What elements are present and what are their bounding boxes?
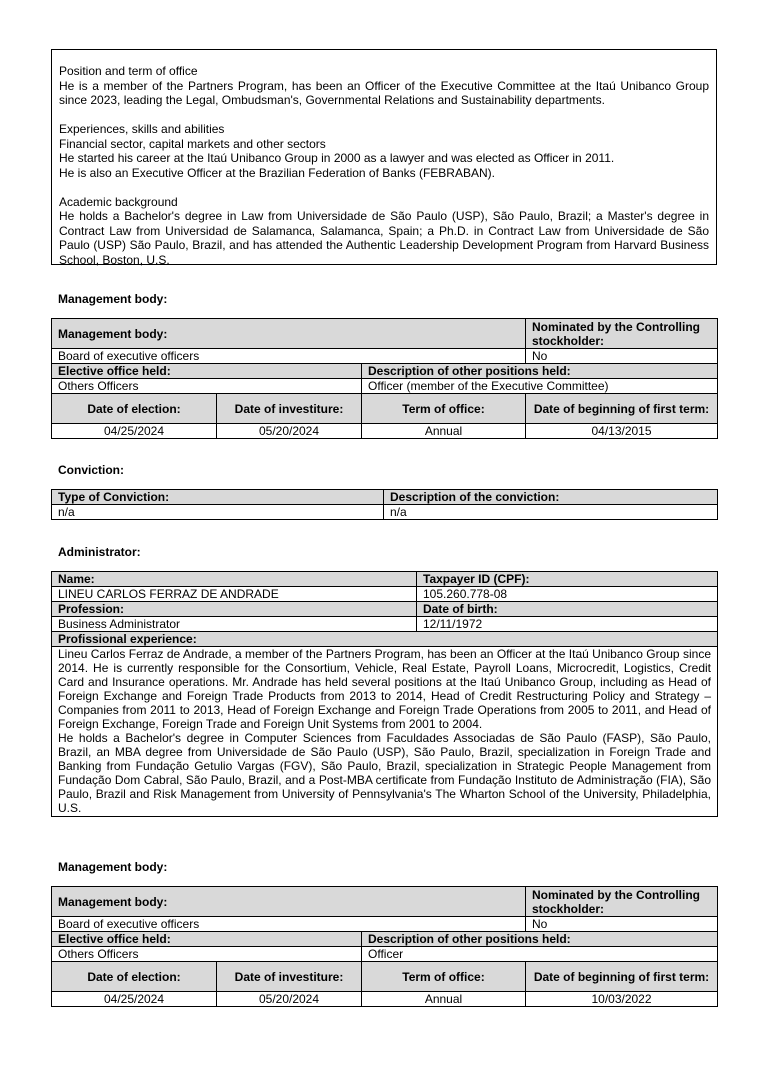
first-term-header: Date of beginning of first term: <box>526 394 718 424</box>
conviction-table <box>51 489 718 520</box>
conviction-description-value: n/a <box>384 505 718 520</box>
investiture-date-header: Date of investiture: <box>217 962 362 992</box>
profession-value: Business Administrator <box>52 617 417 632</box>
investiture-date-value: 05/20/2024 <box>217 992 362 1007</box>
other-positions-value: Officer (member of the Executive Committee) <box>362 379 718 394</box>
first-term-header: Date of beginning of first term: <box>526 962 718 992</box>
academic-heading: Academic background <box>59 194 178 209</box>
experience-heading: Experiences, skills and abilities <box>59 122 225 136</box>
management-body-value: Board of executive officers <box>52 917 526 932</box>
position-text: He is a member of the Partners Program, has been an Officer of the Executive Committee at the Itaú Unibanco Group since 2023, leading the Legal, Ombudsman's, Governmental Relations and Sustainability departments. <box>59 78 709 107</box>
conviction-type-header: Type of Conviction: <box>52 490 384 505</box>
management-body-header: Management body: <box>52 319 526 349</box>
profession-header: Profession: <box>52 602 417 617</box>
elective-office-header: Elective office held: <box>52 364 362 379</box>
other-positions-header: Description of other positions held: <box>362 932 718 947</box>
nominated-header: Nominated by the Controlling stockholder: <box>526 319 718 349</box>
experience-line: He started his career at the Itaú Unibanco Group in 2000 as a lawyer and was elected as Officer in 2011. <box>59 151 615 165</box>
birth-date-header: Date of birth: <box>417 602 718 617</box>
elective-office-header: Elective office held: <box>52 932 362 947</box>
elective-office-value: Others Officers <box>52 379 362 394</box>
management-body-value: Board of executive officers <box>52 349 526 364</box>
term-value: Annual <box>362 992 526 1007</box>
election-date-header: Date of election: <box>52 962 217 992</box>
experience-paragraph: Lineu Carlos Ferraz de Andrade, a member of the Partners Program, has been an Officer at the Itaú Unibanco Group since 2014. He is currently responsible for the Consortium, Vehicle, Real Estate, Payroll Loans, Microcredit, Logistics, Credit Card and Insurance operations. Mr. Andrade has held several positions at the Itaú Unibanco Group, including as Head of Foreign Exchange and Foreign Trade Products from 2013 to 2014, Head of Credit Restructuring Policy and Strategy – Companies from 2011 to 2013, Head of Foreign Exchange and Foreign Trade Operations from 2005 to 2011, and Head of Foreign Exchange, Foreign Trade and Foreign Unit Systems from 2001 to 2004. <box>58 647 711 731</box>
name-header: Name: <box>52 572 417 587</box>
nominated-value: No <box>526 917 718 932</box>
management-body-table <box>51 318 718 439</box>
management-body-header: Management body: <box>52 887 526 917</box>
election-date-value: 04/25/2024 <box>52 424 217 439</box>
election-date-header: Date of election: <box>52 394 217 424</box>
academic-text: He holds a Bachelor's degree in Law from Universidade de São Paulo (USP), São Paulo, Brazil; a Master's degree in Contract Law from Universidad de Salamanca, Salamanca, Spain; a Ph.D. in Contract Law from Universidade de São Paulo (USP) São Paulo, Brazil, and has attended the Authentic Leadership Development Program from Harvard Business School, Boston, U.S. <box>59 209 709 267</box>
taxpayer-id-header: Taxpayer ID (CPF): <box>417 572 718 587</box>
taxpayer-id-value: 105.260.778-08 <box>417 587 718 602</box>
term-value: Annual <box>362 424 526 439</box>
investiture-date-value: 05/20/2024 <box>217 424 362 439</box>
name-value: LINEU CARLOS FERRAZ DE ANDRADE <box>52 587 417 602</box>
first-term-value: 10/03/2022 <box>526 992 718 1007</box>
conviction-description-header: Description of the conviction: <box>384 490 718 505</box>
elective-office-value: Others Officers <box>52 947 362 962</box>
election-date-value: 04/25/2024 <box>52 992 217 1007</box>
conviction-type-value: n/a <box>52 505 384 520</box>
officer-bio-box <box>51 49 717 265</box>
experience-line: He is also an Executive Officer at the Brazilian Federation of Banks (FEBRABAN). <box>59 165 495 180</box>
management-body-table <box>51 886 718 1007</box>
section-label-conviction: Conviction: <box>58 463 124 477</box>
other-positions-value: Officer <box>362 947 718 962</box>
section-label-management: Management body: <box>58 860 168 874</box>
other-positions-header: Description of other positions held: <box>362 364 718 379</box>
first-term-value: 04/13/2015 <box>526 424 718 439</box>
professional-experience-header: Profissional experience: <box>52 632 718 647</box>
experience-line: Financial sector, capital markets and other sectors <box>59 136 326 151</box>
education-paragraph: He holds a Bachelor's degree in Computer Sciences from Faculdades Associadas de São Paulo (FASP), São Paulo, Brazil, an MBA degree from Universidade de São Paulo (USP), São Paulo, Brazil, specialization in Foreign Trade and Banking from Fundação Getulio Vargas (FGV), São Paulo, Brazil, specialization in Strategic People Management from Fundação Dom Cabral, São Paulo, Brazil, and a Post-MBA certificate from Fundação Instituto de Administração (FIA), São Paulo, Brazil and Risk Management from University of Pennsylvania's The Wharton School of the University, Philadelphia, U.S. <box>58 731 711 815</box>
section-label-administrator: Administrator: <box>58 545 141 559</box>
administrator-table <box>51 571 718 817</box>
term-header: Term of office: <box>362 394 526 424</box>
section-label-management: Management body: <box>58 292 168 306</box>
professional-experience-text <box>52 647 718 817</box>
investiture-date-header: Date of investiture: <box>217 394 362 424</box>
nominated-header: Nominated by the Controlling stockholder: <box>526 887 718 917</box>
birth-date-value: 12/11/1972 <box>417 617 718 632</box>
term-header: Term of office: <box>362 962 526 992</box>
position-heading: Position and term of office <box>59 64 198 78</box>
nominated-value: No <box>526 349 718 364</box>
